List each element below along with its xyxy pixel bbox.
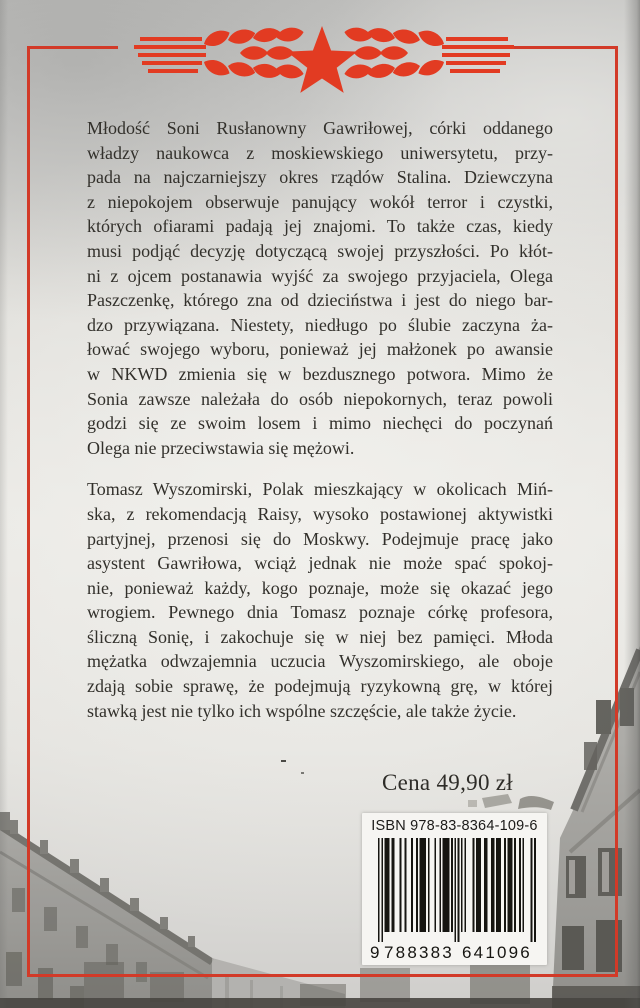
text-line: łować swojego wyboru, ponieważ jej małżonek po awansie — [87, 339, 553, 360]
text-line: Tomasz Wyszomirski, Polak mieszkający w okolicach Miń- — [87, 479, 553, 500]
isbn-barcode-panel — [362, 813, 547, 965]
svg-text:788383: 788383 — [383, 943, 454, 962]
price-label: Cena 49,90 zł — [381, 770, 513, 795]
wheat-right-icon — [343, 25, 514, 80]
text-line: ni z ojcem postanawia wyjść za swojego przyjaciela, Olega — [87, 265, 553, 286]
text-line: władzy naukowca z moskiewskiego uniwersytetu, przy- — [87, 142, 553, 163]
synopsis-paragraph-2 — [87, 477, 553, 723]
synopsis-paragraph-1 — [87, 116, 553, 460]
text-line: z niepokojem obserwuje panujący wokół terror i czystki, — [87, 191, 553, 212]
text-line: musi podjąć decyzję dotyczącą swojej przyszłości. Po kłót- — [87, 240, 553, 261]
text-line: stawką jest nie tylko ich wspólne szczęście, ale także życie. — [87, 700, 517, 721]
text-line: Sonia zawsze należała do osób niepokornych, teraz powoli — [87, 388, 553, 409]
text-line: Paszczenkę, którego zna od dzieciństwa i jest do niego bar- — [87, 290, 553, 311]
svg-text:9: 9 — [369, 943, 382, 962]
text-line: zdają sobie sprawę, że podejmują ryzykowną grę, w której — [87, 676, 553, 697]
ean13-barcode — [370, 836, 540, 964]
text-line: godzi się ze swoim losem i mimo niechęci do poczynań — [87, 413, 553, 434]
text-line: Młodość Soni Rusłanowny Gawriłowej, córki oddanego — [87, 118, 553, 138]
text-line: asystent Gawriłowa, wciąż jednak nie może spać spokoj- — [87, 553, 553, 574]
text-line: pada na najczarniejszy okres rządów Stalina. Dziewczyna — [87, 167, 553, 188]
text-line: dzo przywiązana. Niestety, niedługo po ślubie zaczyna ża- — [87, 314, 553, 335]
text-line: Olega nie przeciwstawia się mężowi. — [87, 437, 355, 458]
text-line: nie, ponieważ każdy, kogo poznaje, może się okazać jego — [87, 577, 553, 598]
text-line: partyjnej, przenosi się do Moskwy. Podejmuje pracę jako — [87, 528, 553, 549]
text-line: których ofiarami padają jej znajomi. To także czas, kiedy — [87, 216, 553, 237]
text-line: w NKWD zmienia się w bezdusznego potwora. Mimo że — [87, 363, 553, 384]
text-line: mężatka odwzajemnia uczucia Wyszomirskiego, ale oboje — [87, 651, 553, 672]
text-line: wrogiem. Pewnego dnia Tomasz poznaje córkę profesora, — [87, 602, 553, 623]
synopsis-text — [87, 116, 553, 740]
wheat-star-emblem — [0, 0, 640, 112]
wheat-left-icon — [134, 25, 305, 80]
isbn-number: ISBN 978-83-8364-109-6 — [371, 818, 538, 834]
text-line: śliczną Sonię, i zakochuje się w niej bez pamięci. Młoda — [87, 626, 553, 647]
text-line: ska, z rekomendacją Raisy, wysoko postawionej aktywistki — [87, 503, 553, 524]
svg-text:641096: 641096 — [461, 943, 532, 962]
